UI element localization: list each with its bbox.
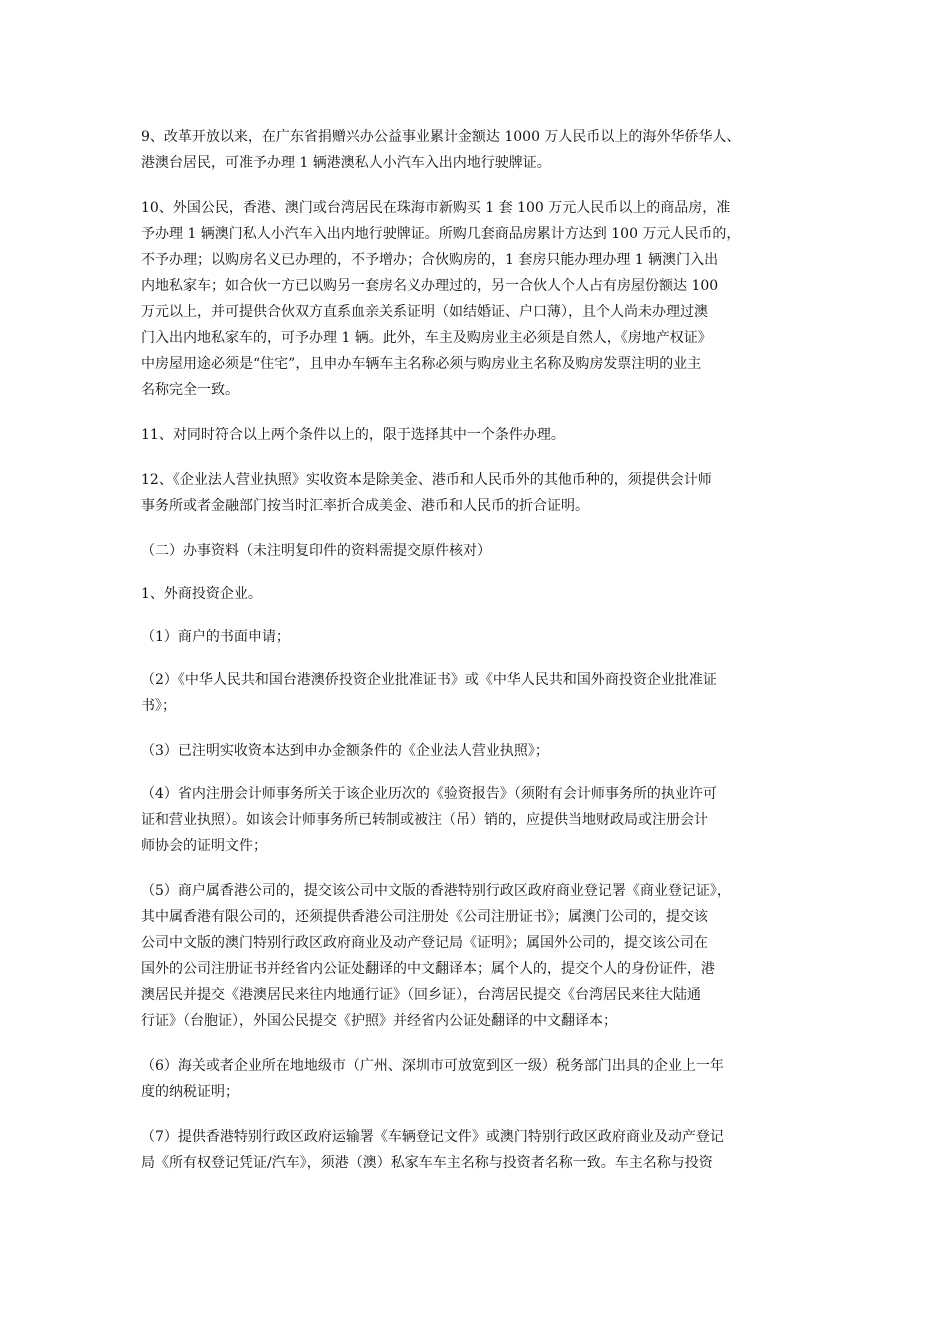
requirement-5: （5）商户属香港公司的，提交该公司中文版的香港特别行政区政府商业登记署《商业登记证》， 其中属香港有限公司的，还须提供香港公司注册处《公司注册证书》；属澳门公司的，提交该 公司中文版的澳门特别行政区政府商业及动产登记局《证明》；属国外公司的，提交该公司在 国外的公司注册证书并经省内公证处翻译的中文翻译本；属个人的，提交个人的身份证件，港 澳居民并提交《港澳居民来往内地通行证》（回乡证），台湾居民提交《台湾居民来往大陆通 行证》（台胞证），外国公民提交《护照》并经省内公证处翻译的中文翻译本； [141, 883, 731, 1029]
section-heading-documents: （二）办事资料（未注明复印件的资料需提交原件核对） [141, 543, 491, 559]
document-body [141, 124, 821, 1195]
paragraph-item-12: 12、《企业法人营业执照》实收资本是除美金、港币和人民币外的其他币种的，须提供会计师 事务所或者金融部门按当时汇率折合成美金、港币和人民币的折合证明。 [141, 472, 712, 514]
requirement-6: （6）海关或者企业所在地地级市（广州、深圳市可放宽到区一级）税务部门出具的企业上一年 度的纳税证明； [141, 1058, 724, 1100]
requirement-7: （7）提供香港特别行政区政府运输署《车辆登记文件》或澳门特别行政区政府商业及动产登记 局《所有权登记凭证/汽车》，须港（澳）私家车车主名称与投资者名称一致。车主名称与投资 [141, 1129, 724, 1171]
paragraph-item-11: 11、对同时符合以上两个条件以上的，限于选择其中一个条件办理。 [141, 427, 565, 443]
requirement-2: （2）《中华人民共和国台港澳侨投资企业批准证书》或《中华人民共和国外商投资企业批准证 书》； [141, 672, 717, 714]
subsection-heading-foreign-enterprise: 1、外商投资企业。 [141, 586, 262, 602]
requirement-4: （4）省内注册会计师事务所关于该企业历次的《验资报告》（须附有会计师事务所的执业许可 证和营业执照）。如该会计师事务所已转制或被注（吊）销的，应提供当地财政局或注册会计 师协会的证明文件； [141, 786, 717, 854]
requirement-3: （3）已注明实收资本达到申办金额条件的《企业法人营业执照》； [141, 743, 549, 759]
paragraph-item-9: 9、改革开放以来，在广东省捐赠兴办公益事业累计金额达 1000 万人民币以上的海外华侨华人、 港澳台居民，可准予办理 1 辆港澳私人小汽车入出内地行驶牌证。 [141, 129, 741, 171]
paragraph-item-10: 10、外国公民，香港、澳门或台湾居民在珠海市新购买 1 套 100 万元人民币以上的商品房，准 予办理 1 辆澳门私人小汽车入出内地行驶牌证。所购几套商品房累计方达到 100 万元人民币的， 不予办理；以购房名义已办理的，不予增办；合伙购房的，1 套房只能办理办理 1 辆澳门入出 内地私家车；如合伙一方已以购另一套房名义办理过的，另一合伙人个人占有房屋份额达 100 万元以上，并可提供合伙双方直系血亲关系证明（如结婚证、户口薄），且个人尚未办理过澳 门入出内地私家车的，可予办理 1 辆。此外，车主及购房业主必须是自然人，《房地产权证》 中房屋用途必须是“住宅”，且申办车辆车主名称必须与购房业主名称及购房发票注明的业主 名称完全一致。 [141, 200, 741, 398]
requirement-1: （1）商户的书面申请； [141, 629, 290, 645]
